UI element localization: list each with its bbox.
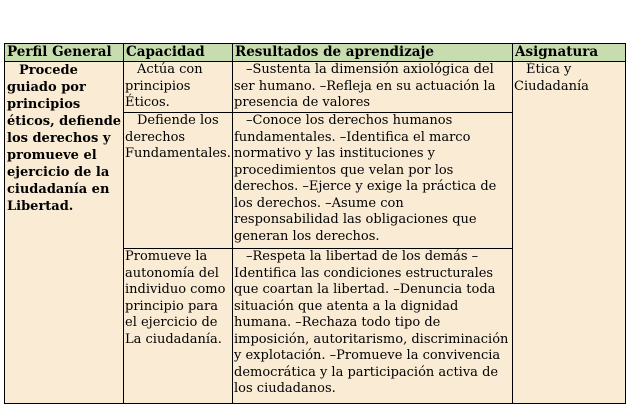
- capacidad-cell: Defiende los derechos Fundamentales.: [124, 113, 233, 249]
- resultados-cell: –Conoce los derechos humanos fundamentales. –Identifica el marco normativo y las instituciones y procedimientos que velan por los derechos. –Ejerce y exige la práctica de los derechos. –Asume con responsabilidad las obligaciones que generan los derechos.: [233, 113, 513, 249]
- table-header-row: [5, 44, 626, 62]
- asignatura-cell: Ética y Ciudadanía: [513, 62, 626, 404]
- header-perfil: Perfil General: [5, 44, 124, 62]
- header-asignatura: Asignatura: [513, 44, 626, 62]
- header-resultados: Resultados de aprendizaje: [233, 44, 513, 62]
- resultados-cell: –Respeta la libertad de los demás –Identifica las condiciones estructurales que coartan la libertad. –Denuncia toda situación que atenta a la dignidad humana. –Rechaza todo tipo de imposición, autoritarismo, discriminación y explotación. –Promueve la convivencia democrática y la participación activa de los ciudadanos.: [233, 249, 513, 404]
- capacidad-cell: Actúa con principios Éticos.: [124, 62, 233, 113]
- competency-table: [4, 43, 626, 404]
- resultados-cell: –Sustenta la dimensión axiológica del ser humano. –Refleja en su actuación la presencia de valores: [233, 62, 513, 113]
- perfil-general-cell: Procede guiado por principios éticos, defiende los derechos y promueve el ejercicio de la ciudadanía en Libertad.: [5, 62, 124, 404]
- capacidad-cell: Promueve la autonomía del individuo como principio para el ejercicio de La ciudadanía.: [124, 249, 233, 404]
- table-row: [5, 62, 626, 113]
- header-capacidad: Capacidad: [124, 44, 233, 62]
